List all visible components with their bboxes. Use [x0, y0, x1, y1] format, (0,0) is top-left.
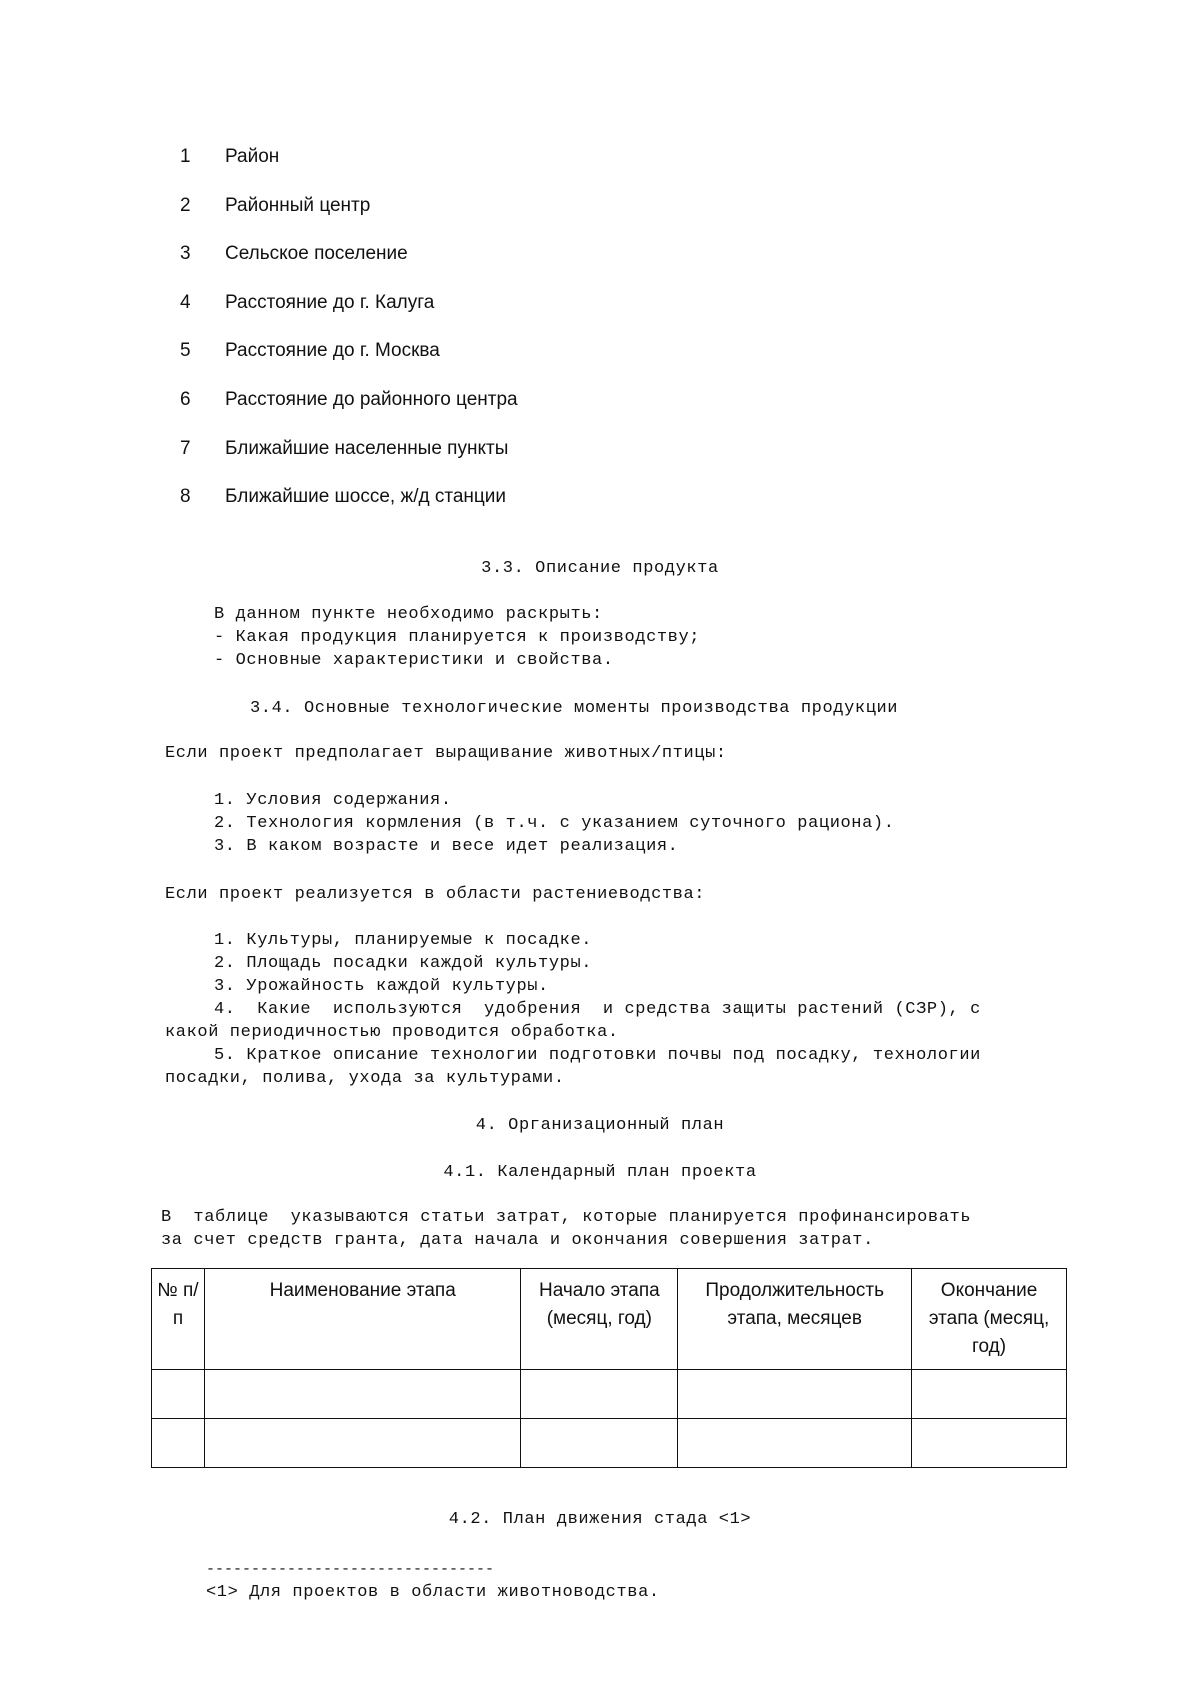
list-item-label: Сельское поселение	[225, 243, 408, 265]
list-item-number: 6	[180, 388, 191, 410]
table-cell	[521, 1370, 678, 1419]
list-item-label: Расстояние до г. Москва	[225, 340, 440, 362]
section-4-2-heading: 4.2. План движения стада <1>	[448, 1510, 752, 1529]
table-cell	[678, 1370, 912, 1419]
list-item-number: 3	[180, 243, 191, 265]
list-item	[180, 486, 880, 535]
list-item	[180, 195, 880, 244]
table-header-cell: № п/п	[152, 1269, 205, 1370]
plants-item: посадки, полива, ухода за культурами.	[165, 1069, 565, 1088]
list-item	[180, 438, 880, 487]
table-cell	[204, 1419, 521, 1468]
list-item-label: Ближайшие населенные пункты	[225, 437, 509, 459]
table-cell	[152, 1419, 205, 1468]
section-4-1-paragraph: В таблице указываются статьи затрат, которые планируется профинансировать	[161, 1208, 972, 1227]
list-item-number: 2	[180, 194, 191, 216]
list-item	[180, 389, 880, 438]
plants-item: 3. Урожайность каждой культуры.	[214, 977, 549, 996]
list-item-number: 1	[180, 146, 191, 167]
plants-intro: Если проект реализуется в области растениеводства:	[165, 885, 706, 904]
calendar-plan-table	[151, 1268, 1067, 1468]
table-header-cell: Продолжительность этапа, месяцев	[678, 1269, 912, 1370]
table-header-cell: Наименование этапа	[204, 1269, 521, 1370]
list-item-label: Расстояние до районного центра	[225, 388, 518, 410]
list-item-number: 7	[180, 437, 191, 459]
table-header-cell: Окончание этапа (месяц, год)	[912, 1269, 1067, 1370]
plants-item: 1. Культуры, планируемые к посадке.	[214, 931, 593, 950]
section-3-3-line: - Основные характеристики и свойства.	[214, 651, 614, 670]
footnote: <1> Для проектов в области животноводства.	[206, 1583, 660, 1602]
animals-item: 2. Технология кормления (в т.ч. с указанием суточного рациона).	[214, 814, 895, 833]
plants-item: какой периодичностью проводится обработка.	[165, 1023, 619, 1042]
table-header-cell: Начало этапа (месяц, год)	[521, 1269, 678, 1370]
section-4-1-heading: 4.1. Календарный план проекта	[443, 1163, 757, 1182]
section-3-3-heading: 3.3. Описание продукта	[481, 559, 719, 578]
section-3-3-line: - Какая продукция планируется к производству;	[214, 628, 701, 647]
footnote-rule: --------------------------------	[206, 1561, 495, 1578]
list-item	[180, 146, 880, 195]
table-cell	[521, 1419, 678, 1468]
list-item	[180, 340, 880, 389]
list-item-label: Районный центр	[225, 194, 371, 216]
section-3-3-line: В данном пункте необходимо раскрыть:	[214, 605, 603, 624]
table-cell	[204, 1370, 521, 1419]
table-cell	[678, 1419, 912, 1468]
plants-item: 2. Площадь посадки каждой культуры.	[214, 954, 593, 973]
plants-item: 5. Краткое описание технологии подготовки почвы под посадку, технологии	[214, 1046, 981, 1065]
animals-item: 3. В каком возрасте и весе идет реализация.	[214, 837, 679, 856]
table-row	[152, 1419, 1067, 1468]
list-item-number: 5	[180, 340, 191, 362]
list-item-label: Ближайшие шоссе, ж/д станции	[225, 486, 506, 508]
section-4-1-paragraph: за счет средств гранта, дата начала и окончания совершения затрат.	[161, 1231, 874, 1250]
table-cell	[152, 1370, 205, 1419]
list-item	[180, 243, 880, 292]
list-item-number: 4	[180, 291, 191, 313]
table-row	[152, 1370, 1067, 1419]
location-list	[180, 146, 880, 535]
table-cell	[912, 1370, 1067, 1419]
animals-item: 1. Условия содержания.	[214, 791, 452, 810]
animals-intro: Если проект предполагает выращивание животных/птицы:	[165, 744, 727, 763]
list-item-label: Район	[225, 146, 280, 167]
list-item-number: 8	[180, 486, 191, 508]
section-3-4-heading: 3.4. Основные технологические моменты производства продукции	[250, 699, 899, 718]
plants-item: 4. Какие используются удобрения и средства защиты растений (СЗР), с	[214, 1000, 981, 1019]
table-cell	[912, 1419, 1067, 1468]
list-item	[180, 292, 880, 341]
section-4-heading: 4. Организационный план	[475, 1116, 725, 1135]
list-item-label: Расстояние до г. Калуга	[225, 291, 435, 313]
table-header-row	[152, 1269, 1067, 1370]
